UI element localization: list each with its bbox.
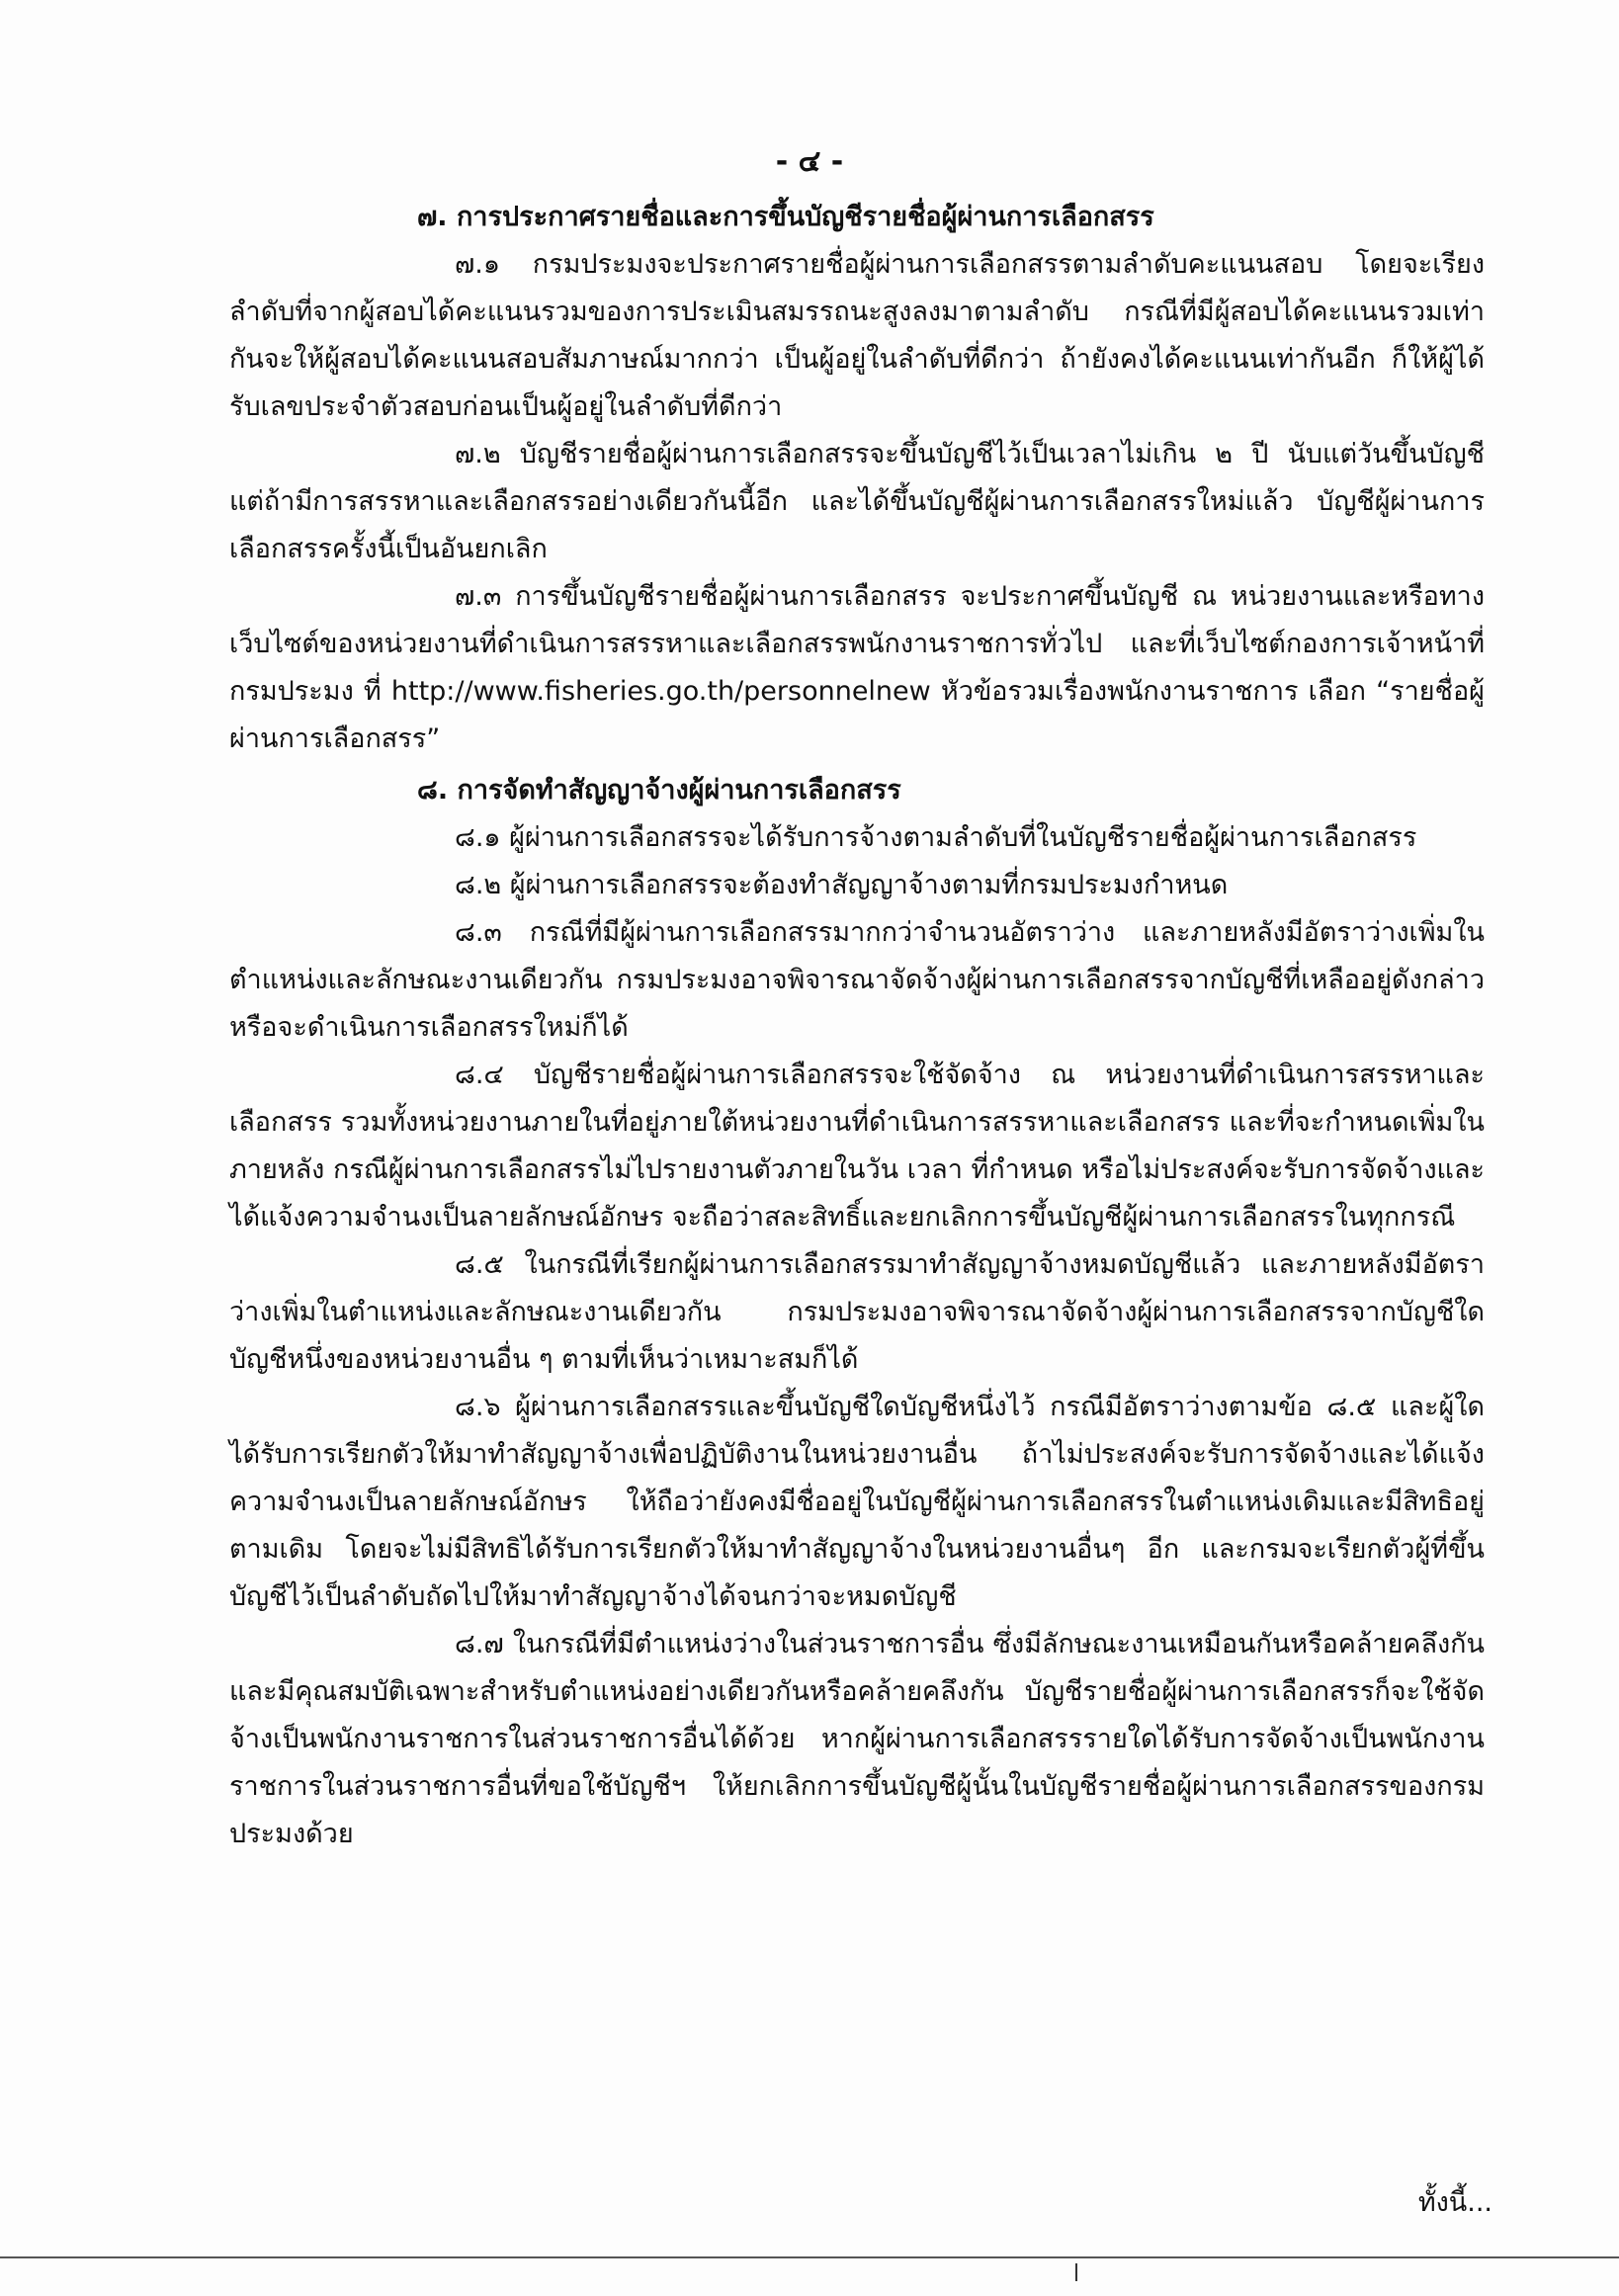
document-body bbox=[229, 194, 1485, 1858]
paragraph-7-1: ๗.๑ กรมประมงจะประกาศรายชื่อผู้ผ่านการเลือกสรรตามลำดับคะแนนสอบ โดยจะเรียงลำดับที่จากผู้สอบได้คะแนนรวมของการประเมินสมรรถนะสูงลงมาตามลำดับ กรณีที่มีผู้สอบได้คะแนนรวมเท่ากันจะให้ผู้สอบได้คะแนนสอบสัมภาษณ์มากกว่า เป็นผู้อยู่ในลำดับที่ดีกว่า ถ้ายังคงได้คะแนนเท่ากันอีก ก็ให้ผู้ได้รับเลขประจำตัวสอบก่อนเป็นผู้อยู่ในลำดับที่ดีกว่า bbox=[229, 249, 1485, 422]
scan-edge-line bbox=[0, 2256, 1619, 2258]
section-8-heading: ๘. การจัดทำสัญญาจ้างผู้ผ่านการเลือกสรร bbox=[417, 775, 901, 806]
page-number: - ๔ - bbox=[775, 144, 844, 179]
continued-marker: ทั้งนี้... bbox=[1417, 2187, 1492, 2218]
section-7-heading: ๗. การประกาศรายชื่อและการขึ้นบัญชีรายชื่อผู้ผ่านการเลือกสรร bbox=[417, 202, 1154, 232]
paragraph-8-5: ๘.๕ ในกรณีที่เรียกผู้ผ่านการเลือกสรรมาทำสัญญาจ้างหมดบัญชีแล้ว และภายหลังมีอัตราว่างเพิ่มในตำแหน่งและลักษณะงานเดียวกัน กรมประมงอาจพิจารณาจัดจ้างผู้ผ่านการเลือกสรรจากบัญชีใดบัญชีหนึ่งของหน่วยงานอื่น ๆ ตามที่เห็นว่าเหมาะสมก็ได้ bbox=[229, 1249, 1485, 1375]
scan-edge-mark bbox=[1075, 2263, 1077, 2281]
paragraph-7-3: ๗.๓ การขึ้นบัญชีรายชื่อผู้ผ่านการเลือกสรร จะประกาศขึ้นบัญชี ณ หน่วยงานและหรือทางเว็บไซต์ของหน่วยงานที่ดำเนินการสรรหาและเลือกสรรพนักงานราชการทั่วไป และที่เว็บไซต์กองการเจ้าหน้าที่ กรมประมง ที่ http://www.fisheries.go.th/personnelnew หัวข้อรวมเรื่องพนักงานราชการ เลือก “รายชื่อผู้ผ่านการเลือกสรร” bbox=[229, 581, 1485, 754]
paragraph-8-3: ๘.๓ กรณีที่มีผู้ผ่านการเลือกสรรมากกว่าจำนวนอัตราว่าง และภายหลังมีอัตราว่างเพิ่มในตำแหน่งและลักษณะงานเดียวกัน กรมประมงอาจพิจารณาจัดจ้างผู้ผ่านการเลือกสรรจากบัญชีที่เหลืออยู่ดังกล่าว หรือจะดำเนินการเลือกสรรใหม่ก็ได้ bbox=[229, 917, 1485, 1043]
paragraph-8-7: ๘.๗ ในกรณีที่มีตำแหน่งว่างในส่วนราชการอื่น ซึ่งมีลักษณะงานเหมือนกันหรือคล้ายคลึงกัน และมีคุณสมบัติเฉพาะสำหรับตำแหน่งอย่างเดียวกันหรือคล้ายคลึงกัน บัญชีรายชื่อผู้ผ่านการเลือกสรรก็จะใช้จัดจ้างเป็นพนักงานราชการในส่วนราชการอื่นได้ด้วย หากผู้ผ่านการเลือกสรรรายใดได้รับการจัดจ้างเป็นพนักงานราชการในส่วนราชการอื่นที่ขอใช้บัญชีฯ ให้ยกเลิกการขึ้นบัญชีผู้นั้นในบัญชีรายชื่อผู้ผ่านการเลือกสรรของกรมประมงด้วย bbox=[229, 1629, 1485, 1849]
paragraph-8-4: ๘.๔ บัญชีรายชื่อผู้ผ่านการเลือกสรรจะใช้จัดจ้าง ณ หน่วยงานที่ดำเนินการสรรหาและเลือกสรร รวมทั้งหน่วยงานภายในที่อยู่ภายใต้หน่วยงานที่ดำเนินการสรรหาและเลือกสรร และที่จะกำหนดเพิ่มในภายหลัง กรณีผู้ผ่านการเลือกสรรไม่ไปรายงานตัวภายในวัน เวลา ที่กำหนด หรือไม่ประสงค์จะรับการจัดจ้างและได้แจ้งความจำนงเป็นลายลักษณ์อักษร จะถือว่าสละสิทธิ์และยกเลิกการขึ้นบัญชีผู้ผ่านการเลือกสรรในทุกกรณี bbox=[229, 1060, 1485, 1233]
paragraph-8-1: ๘.๑ ผู้ผ่านการเลือกสรรจะได้รับการจ้างตามลำดับที่ในบัญชีรายชื่อผู้ผ่านการเลือกสรร bbox=[455, 822, 1417, 853]
paragraph-7-2: ๗.๒ บัญชีรายชื่อผู้ผ่านการเลือกสรรจะขึ้นบัญชีไว้เป็นเวลาไม่เกิน ๒ ปี นับแต่วันขึ้นบัญชี แต่ถ้ามีการสรรหาและเลือกสรรอย่างเดียวกันนี้อีก และได้ขึ้นบัญชีผู้ผ่านการเลือกสรรใหม่แล้ว บัญชีผู้ผ่านการเลือกสรรครั้งนี้เป็นอันยกเลิก bbox=[229, 439, 1485, 564]
paragraph-8-6: ๘.๖ ผู้ผ่านการเลือกสรรและขึ้นบัญชีใดบัญชีหนึ่งไว้ กรณีมีอัตราว่างตามข้อ ๘.๕ และผู้ใดได้รับการเรียกตัวให้มาทำสัญญาจ้างเพื่อปฏิบัติงานในหน่วยงานอื่น ถ้าไม่ประสงค์จะรับการจัดจ้างและได้แจ้งความจำนงเป็นลายลักษณ์อักษร ให้ถือว่ายังคงมีชื่ออยู่ในบัญชีผู้ผ่านการเลือกสรรในตำแหน่งเดิมและมีสิทธิอยู่ตามเดิม โดยจะไม่มีสิทธิได้รับการเรียกตัวให้มาทำสัญญาจ้างในหน่วยงานอื่นๆ อีก และกรมจะเรียกตัวผู้ที่ขึ้นบัญชีไว้เป็นลำดับถัดไปให้มาทำสัญญาจ้างได้จนกว่าจะหมดบัญชี bbox=[229, 1392, 1485, 1612]
paragraph-8-2: ๘.๒ ผู้ผ่านการเลือกสรรจะต้องทำสัญญาจ้างตามที่กรมประมงกำหนด bbox=[455, 870, 1229, 900]
